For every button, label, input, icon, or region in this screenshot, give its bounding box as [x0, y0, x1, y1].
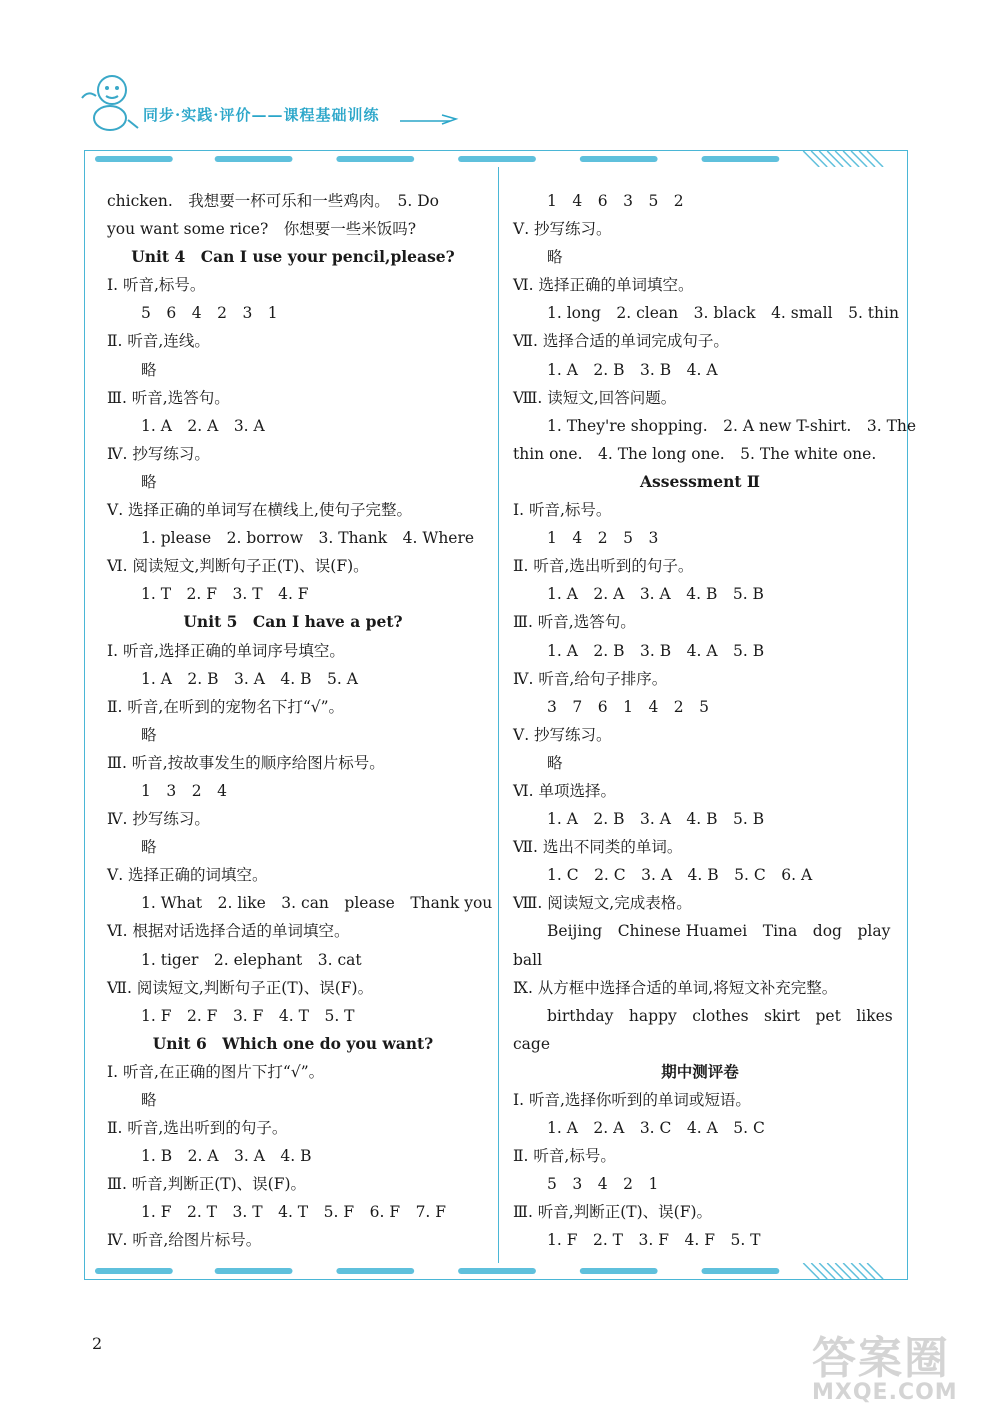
answer-line: Ⅱ. 听音,选出听到的句子。	[107, 1119, 288, 1138]
site-watermark	[812, 1322, 958, 1405]
watermark-logo-text: 答案圈	[812, 1333, 950, 1384]
answer-line: Ⅰ. 听音,选择正确的单词序号填空。	[107, 641, 345, 660]
answer-line: 5 3 4 2 1	[547, 1175, 659, 1194]
answer-line: Assessment Ⅱ	[640, 471, 760, 491]
answer-line: Ⅲ. 听音,选答句。	[107, 388, 230, 407]
answer-line: Ⅳ. 听音,给句子排序。	[513, 669, 668, 688]
answer-line: 1. What 2. like 3. can please Thank you	[141, 894, 493, 913]
answer-line: Ⅱ. 听音,在听到的宠物名下打“√”。	[107, 697, 345, 716]
answer-line: 略	[141, 360, 157, 379]
answer-line: 1 4 6 3 5 2	[547, 192, 684, 210]
answer-line: 1. A 2. A 3. C 4. A 5. C	[547, 1119, 765, 1138]
watermark-url-text: MXQE.COM	[812, 1380, 958, 1405]
answer-line: Ⅶ. 选出不同类的单词。	[513, 838, 683, 857]
arrow-right-icon	[400, 112, 460, 126]
answer-line: 略	[141, 472, 157, 491]
answer-frame	[84, 150, 917, 1280]
answer-line: 3 7 6 1 4 2 5	[547, 697, 710, 716]
answer-line: Unit 4 Can I use your pencil,please?	[131, 247, 455, 267]
answer-line: 1. please 2. borrow 3. Thank 4. Where	[141, 529, 475, 548]
answer-line: Ⅲ. 听音,选答句。	[513, 613, 636, 632]
answer-line: Ⅳ. 抄写练习。	[107, 810, 210, 829]
answer-line: ball	[513, 950, 543, 969]
answer-line: Ⅰ. 听音,选择你听到的单词或短语。	[513, 1091, 751, 1109]
answer-line: Ⅵ. 根据对话选择合适的单词填空。	[107, 922, 350, 941]
cartoon-mascot-icon	[74, 68, 144, 138]
right-answer-column	[513, 187, 917, 1255]
answer-line: 1. long 2. clean 3. black 4. small 5. thin	[547, 304, 899, 323]
answer-line: 1. A 2. A 3. A 4. B 5. B	[547, 585, 764, 604]
answer-line: Ⅵ. 选择正确的单词填空。	[513, 276, 694, 295]
answer-line: Ⅲ. 听音,按故事发生的顺序给图片标号。	[107, 753, 385, 772]
decorative-top-band	[85, 151, 907, 167]
answer-line: Ⅰ. 听音,在正确的图片下打“√”。	[107, 1062, 325, 1081]
decorative-bottom-band	[85, 1263, 907, 1279]
answer-line: Unit 5 Can I have a pet?	[183, 612, 403, 632]
answer-line: 1. A 2. A 3. A	[141, 416, 265, 435]
left-answer-column	[107, 187, 493, 1255]
answer-line: Ⅱ. 听音,标号。	[513, 1147, 616, 1166]
answer-line: Ⅳ. 抄写练习。	[107, 444, 210, 463]
answer-line: 1. C 2. C 3. A 4. B 5. C 6. A	[547, 866, 813, 885]
answer-line: Ⅵ. 阅读短文,判断句子正(T)、误(F)。	[107, 557, 369, 576]
column-divider	[498, 167, 499, 1263]
answer-line: Ⅴ. 选择正确的词填空。	[107, 866, 268, 885]
answer-line: 1. A 2. B 3. B 4. A 5. B	[547, 641, 765, 660]
answer-line: Ⅰ. 听音,标号。	[513, 501, 612, 520]
answer-line: Unit 6 Which one do you want?	[152, 1033, 434, 1053]
answer-line: birthday happy clothes skirt pet likes	[547, 1006, 893, 1025]
answer-line: 1. B 2. A 3. A 4. B	[141, 1147, 312, 1166]
answer-line: Beijing Chinese Huamei Tina dog play	[547, 922, 891, 941]
answer-line: 1. F 2. F 3. F 4. T 5. T	[141, 1006, 355, 1025]
answer-line: 略	[141, 725, 157, 744]
answer-line: 1. F 2. T 3. F 4. F 5. T	[547, 1231, 761, 1250]
answer-line: Ⅴ. 选择正确的单词写在横线上,使句子完整。	[107, 501, 412, 520]
answer-line: chicken. 我想要一杯可乐和一些鸡肉。 5. Do	[107, 192, 440, 210]
answer-line: cage	[513, 1034, 551, 1053]
answer-line: Ⅷ. 读短文,回答问题。	[513, 388, 677, 407]
answer-line: Ⅰ. 听音,标号。	[107, 276, 206, 295]
answer-line: 略	[547, 753, 563, 772]
answer-line: you want some rice? 你想要一些米饭吗?	[107, 220, 432, 239]
answer-line: Ⅶ. 选择合适的单词完成句子。	[513, 332, 729, 351]
answer-line: 略	[141, 1091, 157, 1109]
answer-line: 1. T 2. F 3. T 4. F	[141, 585, 309, 604]
answer-line: thin one. 4. The long one. 5. The white one.	[513, 444, 877, 463]
answer-line: Ⅴ. 抄写练习。	[513, 725, 612, 744]
answer-line: Ⅵ. 单项选择。	[513, 781, 616, 800]
answer-line: 1. They're shopping. 2. A new T-shirt. 3. The	[547, 416, 917, 435]
answer-line: 1. F 2. T 3. T 4. T 5. F 6. F 7. F	[141, 1203, 447, 1222]
answer-line: 1. A 2. B 3. A 4. B 5. B	[547, 810, 765, 829]
answer-line: Ⅲ. 听音,判断正(T)、误(F)。	[107, 1175, 307, 1194]
answer-line: 略	[141, 838, 157, 857]
answer-line: 期中测评卷	[661, 1061, 739, 1081]
answer-line: 1. A 2. B 3. A 4. B 5. A	[141, 669, 358, 688]
answer-line: 1. tiger 2. elephant 3. cat	[141, 950, 362, 969]
answer-line: 1 4 2 5 3	[547, 529, 659, 548]
answer-line: Ⅳ. 听音,给图片标号。	[107, 1231, 262, 1250]
answer-line: Ⅱ. 听音,选出听到的句子。	[513, 557, 694, 576]
header-title: 同步·实践·评价——课程基础训练	[143, 106, 380, 124]
answer-line: 1 3 2 4	[141, 781, 227, 800]
answer-line: Ⅷ. 阅读短文,完成表格。	[513, 894, 692, 913]
answer-line: Ⅴ. 抄写练习。	[513, 220, 612, 239]
answer-line: Ⅱ. 听音,连线。	[107, 332, 210, 351]
answer-line: Ⅸ. 从方框中选择合适的单词,将短文补充完整。	[513, 978, 838, 997]
answer-line: Ⅶ. 阅读短文,判断句子正(T)、误(F)。	[107, 978, 374, 997]
answer-line: 5 6 4 2 3 1	[141, 304, 278, 323]
answer-line: 1. A 2. B 3. B 4. A	[547, 360, 718, 379]
page-number: 2	[92, 1334, 103, 1353]
answer-line: Ⅲ. 听音,判断正(T)、误(F)。	[513, 1203, 713, 1222]
answer-line: 略	[547, 248, 563, 267]
